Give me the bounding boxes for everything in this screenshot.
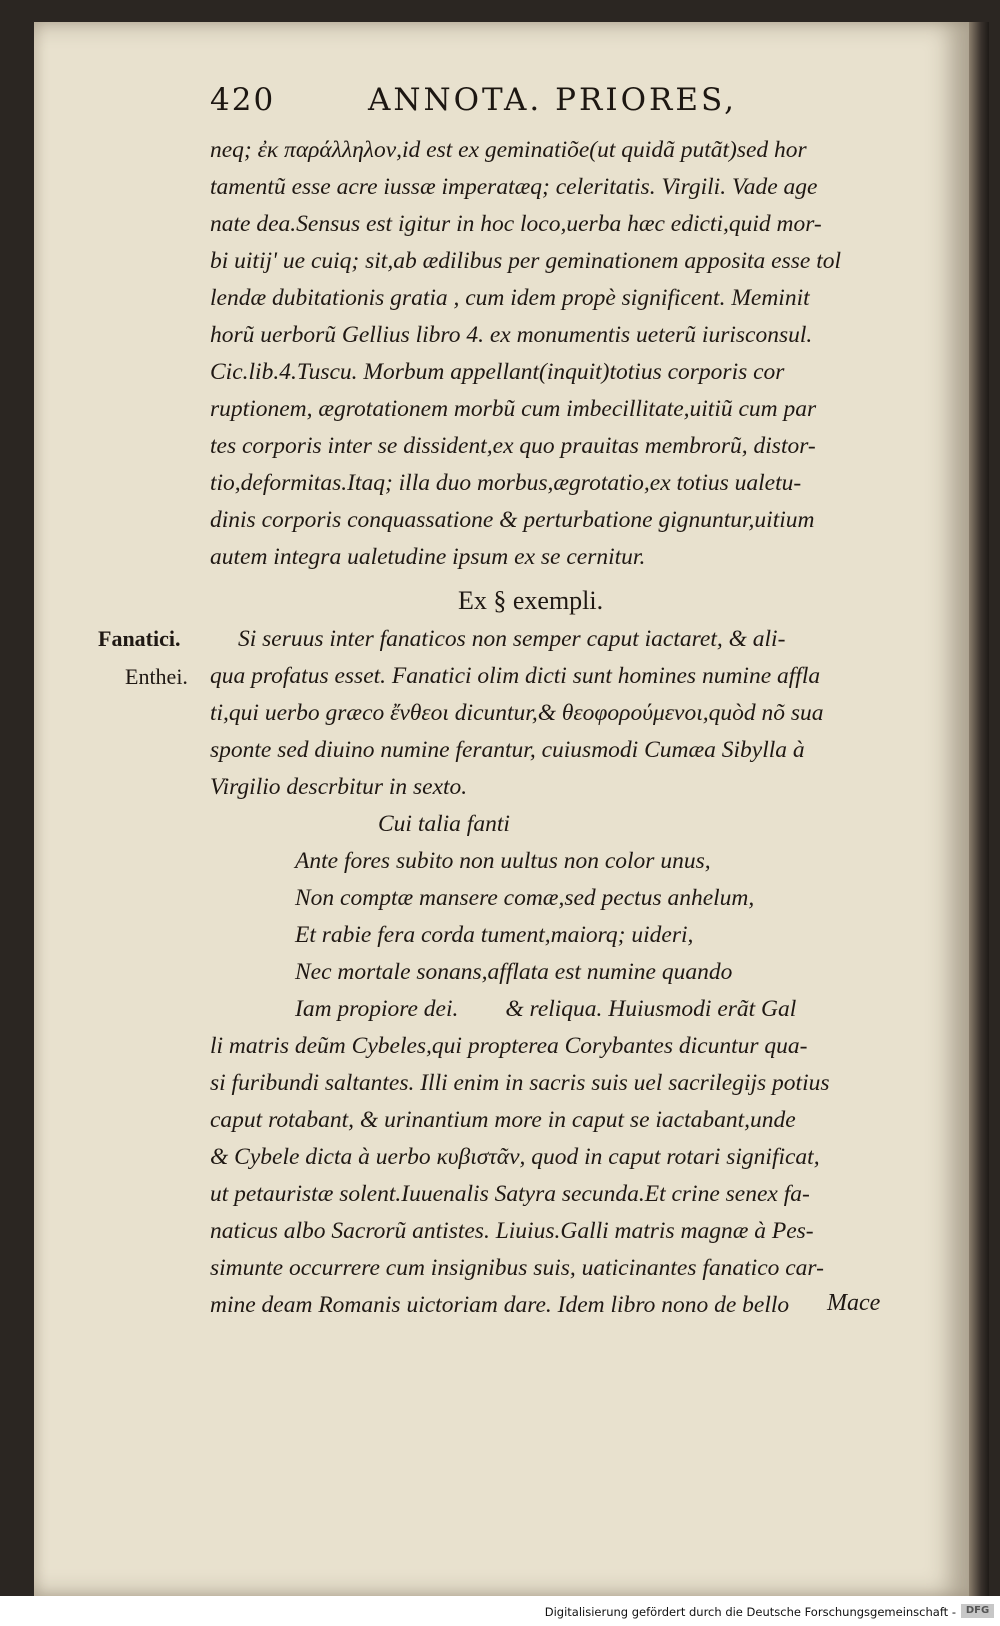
dfg-logo: DFG — [961, 1604, 994, 1618]
text-line: & Cybele dicta à uerbo κυβιστᾶν, quod in caput rotari significat, — [210, 1144, 820, 1170]
text-line: ut petauristæ solent.Iuuenalis Satyra secunda.Et crine senex fa- — [210, 1181, 810, 1207]
verse-line: Nec mortale sonans,afflata est numine quando — [295, 959, 733, 985]
margin-note-fanatici: Fanatici. — [98, 626, 181, 651]
text-line: ruptionem, ægrotationem morbũ cum imbecillitate,uitiũ cum par — [210, 396, 817, 422]
page-number: 420 — [210, 82, 276, 118]
text-line: sponte sed diuino numine ferantur, cuiusmodi Cumæa Sibylla à — [210, 737, 805, 763]
text-line: mine deam Romanis uictoriam dare. Idem libro nono de bello — [210, 1292, 790, 1318]
digitization-footer — [0, 1596, 1000, 1626]
text-line: ti,qui uerbo græco ἔνθεοι dicuntur,& θεοφορούμενοι,quòd nõ sua — [210, 700, 824, 726]
footer-credit: Digitalisierung gefördert durch die Deutsche Forschungsgemeinschaft - — [544, 1605, 956, 1619]
text-line: simunte occurrere cum insignibus suis, uaticinantes fanatico car- — [210, 1255, 824, 1281]
text-line: neq; ἐκ παράλληλον,id est ex geminatiõe(ut quidã putãt)sed hor — [210, 137, 807, 163]
verse-line: Et rabie fera corda tument,maiorq; uideri, — [295, 922, 694, 948]
running-title: ANNOTA. PRIORES, — [368, 82, 737, 118]
text-line: caput rotabant, & urinantium more in caput se iactabant,unde — [210, 1107, 796, 1133]
page-header — [210, 82, 910, 132]
text-line: Cic.lib.4.Tuscu. Morbum appellant(inquit)totius corporis cor — [210, 359, 785, 385]
text-line: autem integra ualetudine ipsum ex se cernitur. — [210, 544, 646, 570]
text-line: tamentũ esse acre iussæ imperatæq; celeritatis. Virgili. Vade age — [210, 174, 818, 200]
verse-line: Cui talia fanti — [378, 811, 510, 837]
margin-note-enthei: Enthei. — [125, 664, 188, 689]
section-heading: Ex § exempli. — [458, 586, 604, 615]
text-line: tio,deformitas.Itaq; illa duo morbus,ægrotatio,ex totius ualetu- — [210, 470, 802, 496]
text-line: bi uitij' ue cuiq; sit,ab ædilibus per geminationem apposita esse tol — [210, 248, 842, 274]
text-line: Iam propiore dei. & reliqua. Huiusmodi erãt Gal — [295, 996, 797, 1022]
text-line: dinis corporis conquassatione & perturbatione gignuntur,uitium — [210, 507, 815, 533]
text-line: si furibundi saltantes. Illi enim in sacris suis uel sacrilegijs potius — [210, 1070, 830, 1096]
text-line: Virgilio descrbitur in sexto. — [210, 774, 468, 800]
catchword: Mace — [827, 1290, 881, 1316]
text-line: tes corporis inter se dissident,ex quo prauitas membrorũ, distor- — [210, 433, 816, 459]
verse-line: Ante fores subito non uultus non color unus, — [295, 848, 711, 874]
text-line: qua profatus esset. Fanatici olim dicti sunt homines numine affla — [210, 663, 821, 689]
text-line: nate dea.Sensus est igitur in hoc loco,uerba hæc edicti,quid mor- — [210, 211, 822, 237]
book-edge — [969, 22, 989, 1596]
text-line: horũ uerborũ Gellius libro 4. ex monumentis ueterũ iurisconsul. — [210, 322, 813, 348]
text-line: lendæ dubitationis gratia , cum idem propè significent. Meminit — [210, 285, 810, 311]
verse-line: Non comptæ mansere comæ,sed pectus anhelum, — [295, 885, 755, 911]
text-line: li matris deũm Cybeles,qui propterea Corybantes dicuntur qua- — [210, 1033, 808, 1059]
text-line: naticus albo Sacrorũ antistes. Liuius.Galli matris magnæ à Pes- — [210, 1218, 814, 1244]
text-line: Si seruus inter fanaticos non semper caput iactaret, & ali- — [238, 626, 786, 652]
